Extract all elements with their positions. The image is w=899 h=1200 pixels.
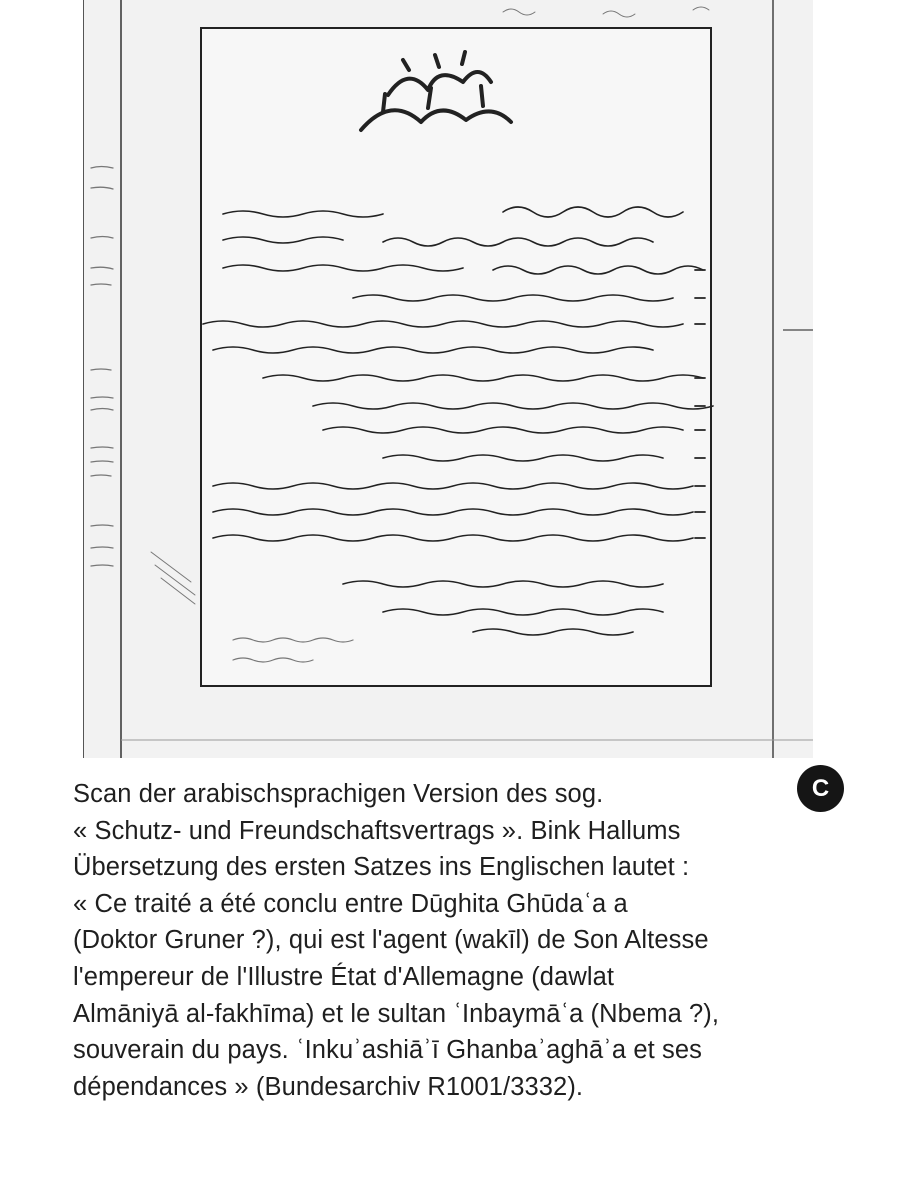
caption-line: souverain du pays. ʿInkuʾashiāʾī Ghanbaʾaghāʾa et ses [73, 1036, 702, 1065]
image-caption [73, 776, 793, 1105]
caption-line: (Doktor Gruner ?), qui est l'agent (wakīl) de Son Altesse [73, 926, 709, 955]
caption-line: dépendances » (Bundesarchiv R1001/3332). [73, 1072, 584, 1101]
caption-line: Übersetzung des ersten Satzes ins Englischen lautet : [73, 853, 690, 882]
caption-line: l'empereur de l'Illustre État d'Allemagne (dawlat [73, 962, 615, 991]
copyright-badge-button[interactable]: C [797, 765, 844, 812]
caption-line: « Ce traité a été conclu entre Dūghita Ghūdaʿa a [73, 889, 628, 918]
caption-line: Almāniyā al-fakhīma) et le sultan ʿInbaymāʿa (Nbema ?), [73, 999, 720, 1028]
document-scan-image [83, 0, 813, 758]
caption-line: Scan der arabischsprachigen Version des sog. [73, 780, 604, 808]
caption-line: « Schutz- und Freundschaftsvertrags ». Bink Hallums [73, 816, 681, 845]
